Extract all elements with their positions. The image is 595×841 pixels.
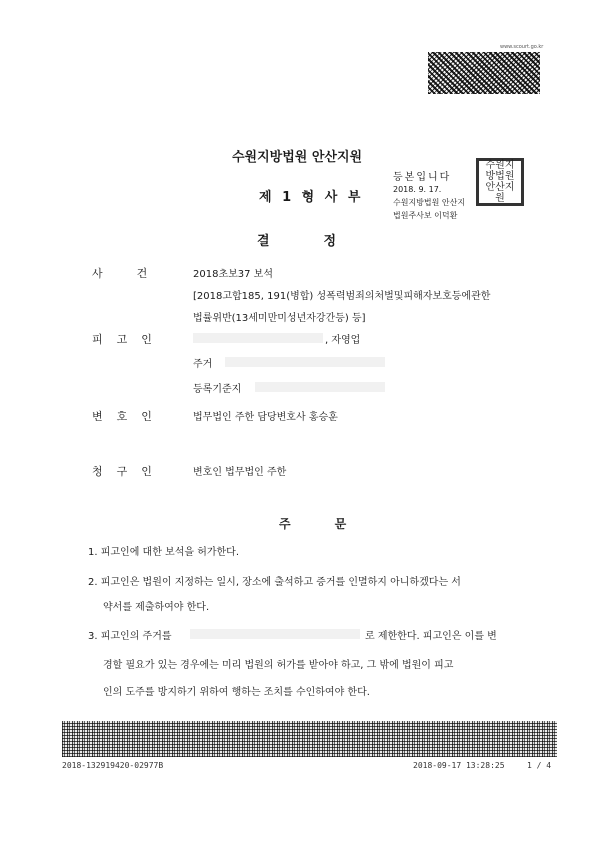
- scan-barcode-band: [62, 721, 557, 757]
- certification-date: 2018. 9. 17.: [393, 185, 442, 194]
- redacted-registry: [255, 382, 385, 392]
- order-item-2a: 2. 피고인은 법원이 지정하는 일시, 장소에 출석하고 증거를 인멸하지 아니하겠다는 서: [88, 577, 461, 588]
- registry-label: 등록기준지: [193, 384, 242, 395]
- case-related: [2018고합185, 191(병합) 성폭력범죄의처벌및피해자보호등에관한: [193, 291, 491, 302]
- defendant-occupation: , 자영업: [325, 335, 361, 346]
- order-item-2b: 약서를 제출하여야 한다.: [103, 602, 210, 613]
- counsel-value: 법무법인 주한 담당변호사 홍승훈: [193, 412, 338, 423]
- certification-officer: 법원주사보 이덕환: [393, 211, 458, 220]
- site-url: www.scourt.go.kr: [500, 44, 544, 50]
- footer-timestamp: 2018-09-17 13:28:25: [413, 761, 505, 770]
- order-heading: 주문: [279, 517, 391, 531]
- security-pattern: [428, 52, 540, 94]
- court-name: 수원지방법원 안산지원: [232, 150, 363, 165]
- document-title: 결정: [257, 234, 391, 249]
- order-item-1: 1. 피고인에 대한 보석을 허가한다.: [88, 547, 240, 558]
- certified-copy-label: 등본입니다: [393, 172, 452, 183]
- defendant-label: 피고인: [92, 333, 166, 346]
- case-number: 2018초보37 보석: [193, 269, 273, 280]
- order-item-3b: 경할 필요가 있는 경우에는 미리 법원의 허가를 받아야 하고, 그 밖에 법원이 피고: [103, 660, 454, 671]
- seal-text: 수원지방법원안산지원: [485, 160, 515, 204]
- applicant-label: 청구인: [92, 465, 166, 478]
- certification-office: 수원지방법원 안산지: [393, 198, 466, 207]
- footer-page: 1 / 4: [527, 761, 552, 770]
- court-seal-stamp: [476, 158, 524, 206]
- case-charges: 법률위반(13세미만미성년자강간등) 등]: [193, 313, 366, 324]
- address-label: 주거: [193, 359, 213, 370]
- counsel-label: 변호인: [92, 410, 166, 423]
- order-item-3c: 인의 도주를 방지하기 위하여 행하는 조치를 수인하여야 한다.: [103, 687, 370, 698]
- order-item-3a-pre: 3. 피고인의 주거를: [88, 631, 172, 642]
- redacted-address: [225, 357, 385, 367]
- redacted-residence: [190, 629, 360, 639]
- applicant-value: 변호인 법무법인 주한: [193, 467, 287, 478]
- footer-doc-id: 2018-132919420-02977B: [62, 761, 164, 770]
- order-item-3a-post: 로 제한한다. 피고인은 이를 변: [365, 631, 497, 642]
- redacted-name: [193, 333, 323, 343]
- department-name: 제 1 형 사 부: [259, 190, 364, 205]
- case-label: 사건: [92, 267, 182, 280]
